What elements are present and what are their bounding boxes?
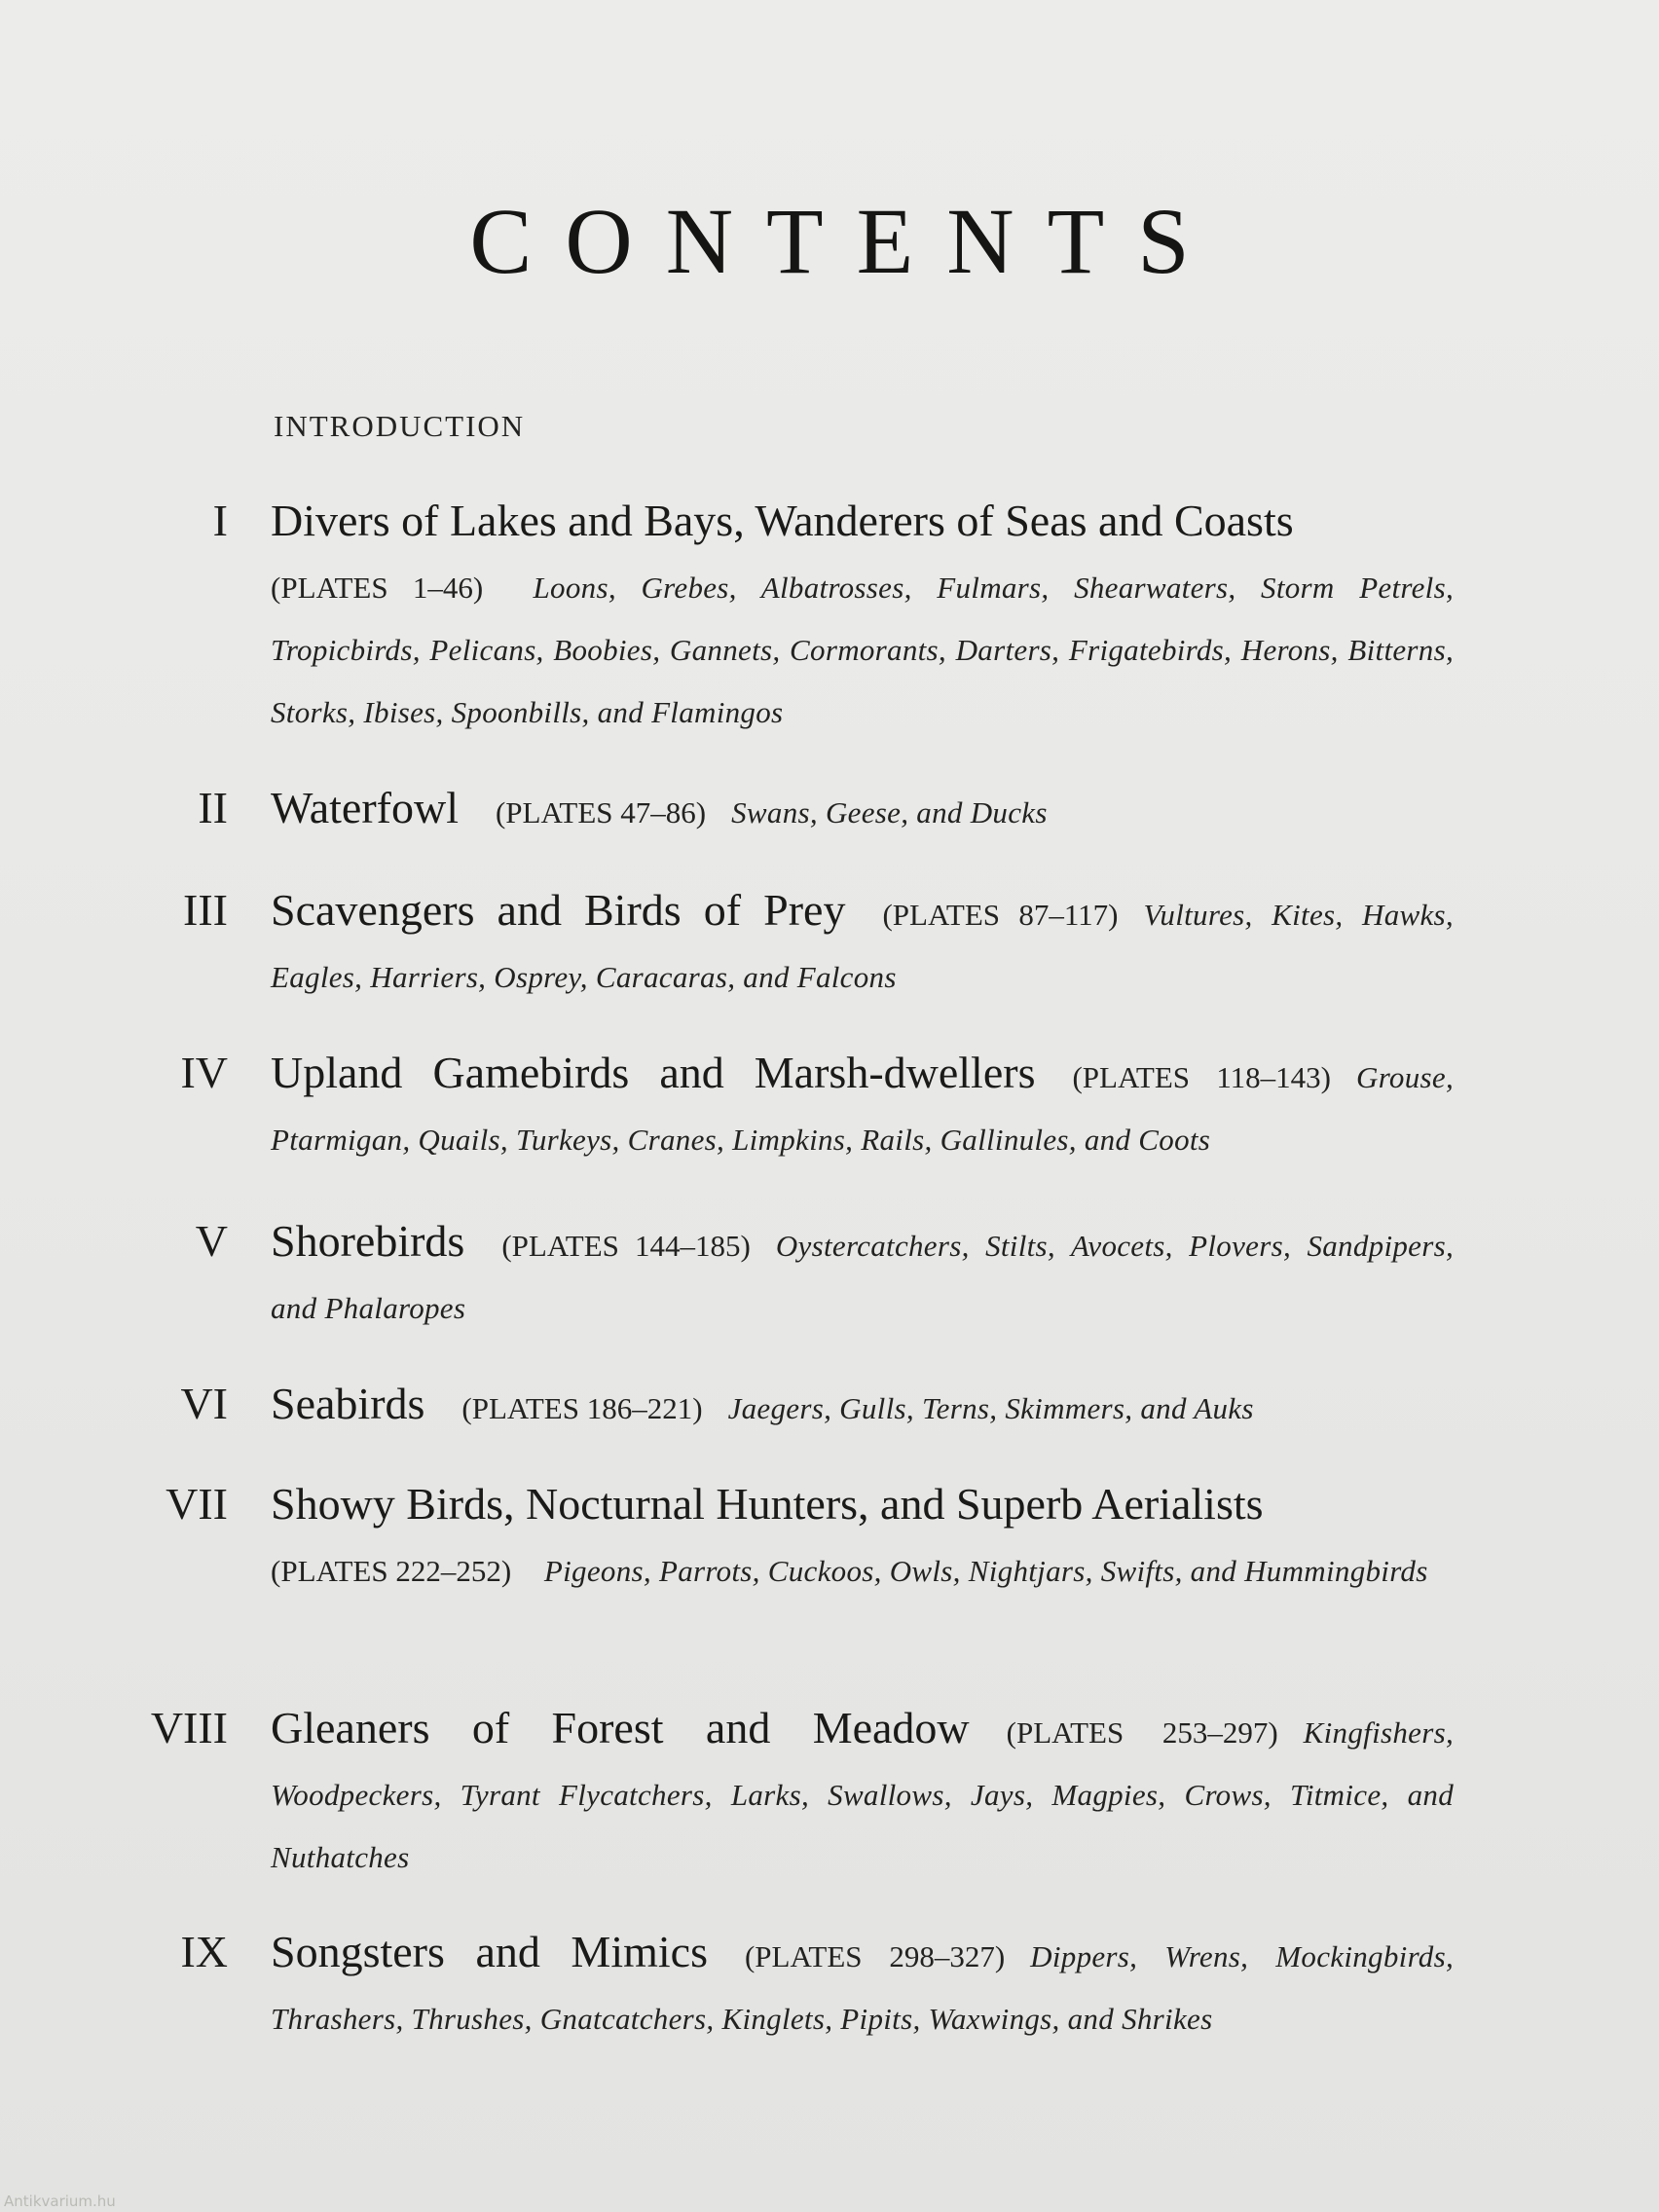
chapter-body xyxy=(271,492,1454,744)
chapter-heading: Songsters and Mimics xyxy=(271,1927,708,1976)
chapter-birds: Jaegers, Gulls, Terns, Skimmers, and Auks xyxy=(727,1391,1254,1425)
chapter-heading: Showy Birds, Nocturnal Hunters, and Superb Aerialists xyxy=(271,1479,1264,1529)
chapter-plates: (PLATES 118–143) xyxy=(1072,1060,1332,1094)
chapter-body xyxy=(271,1923,1454,2050)
chapter-plates: (PLATES 186–221) xyxy=(461,1391,703,1425)
chapter-body xyxy=(271,881,1454,1009)
chapter-numeral: II xyxy=(198,783,228,832)
chapter-numeral: VIII xyxy=(150,1703,228,1752)
page-title: CONTENTS xyxy=(469,189,1223,293)
chapter-birds: Pigeons, Parrots, Cuckoos, Owls, Nightjars, Swifts, and Hummingbirds xyxy=(543,1554,1428,1588)
chapter-numeral: VII xyxy=(166,1479,228,1529)
chapter-heading: Seabirds xyxy=(271,1379,425,1428)
chapter-body xyxy=(271,1475,1454,1603)
introduction-entry: INTRODUCTION xyxy=(274,409,526,443)
watermark: Antikvarium.hu xyxy=(4,2193,116,2210)
chapter-heading: Waterfowl xyxy=(271,783,459,832)
chapter-heading: Divers of Lakes and Bays, Wanderers of Seas and Coasts xyxy=(271,496,1294,545)
chapter-heading: Upland Gamebirds and Marsh-dwellers xyxy=(271,1048,1036,1097)
chapter-plates: (PLATES 298–327) xyxy=(744,1939,1006,1973)
chapter-plates: (PLATES 144–185) xyxy=(501,1229,751,1263)
chapter-plates: (PLATES 87–117) xyxy=(882,898,1119,932)
chapter-plates: (PLATES 47–86) xyxy=(495,795,707,830)
chapter-heading: Scavengers and Birds of Prey xyxy=(271,885,846,935)
chapter-birds: Dippers, Wrens, Mockingbirds, Thrashers, Thrushes, Gnatcatchers, Kinglets, Pipits, Waxwings, and Shrikes xyxy=(271,1939,1454,2036)
chapter-body xyxy=(271,1699,1454,1889)
chapter-heading: Gleaners of Forest and Meadow xyxy=(271,1703,970,1752)
chapter-numeral: IX xyxy=(180,1927,228,1976)
chapter-plates: (PLATES 253–297) xyxy=(1006,1715,1278,1750)
chapter-birds: Grouse, Ptarmigan, Quails, Turkeys, Cranes, Limpkins, Rails, Gallinules, and Coots xyxy=(271,1060,1454,1157)
chapter-heading: Shorebirds xyxy=(271,1216,465,1266)
chapter-birds: Vultures, Kites, Hawks, Eagles, Harriers, Osprey, Caracaras, and Falcons xyxy=(271,898,1454,994)
chapter-body xyxy=(271,1375,1454,1440)
chapter-plates: (PLATES 1–46) xyxy=(271,571,484,605)
chapter-numeral: V xyxy=(195,1216,228,1266)
chapter-body xyxy=(271,779,1454,844)
chapter-numeral: VI xyxy=(180,1379,228,1428)
chapter-birds: Loons, Grebes, Albatrosses, Fulmars, Shearwaters, Storm Petrels, Tropicbirds, Pelicans, Boobies, Gannets, Cormorants, Darters, Frigatebirds, Herons, Bitterns, Storks, Ibises, Spoonbills, and Flamingos xyxy=(271,571,1455,729)
chapter-birds: Kingfishers, Woodpeckers, Tyrant Flycatchers, Larks, Swallows, Jays, Magpies, Crows, Titmice, and Nuthatches xyxy=(271,1715,1454,1874)
chapter-birds: Oystercatchers, Stilts, Avocets, Plovers, Sandpipers, and Phalaropes xyxy=(271,1229,1454,1325)
chapter-body xyxy=(271,1044,1454,1171)
chapter-numeral: I xyxy=(212,496,228,545)
chapter-birds: Swans, Geese, and Ducks xyxy=(731,795,1048,830)
chapter-plates: (PLATES 222–252) xyxy=(271,1554,512,1588)
chapter-numeral: III xyxy=(183,885,228,935)
chapter-numeral: IV xyxy=(180,1048,228,1097)
chapter-body xyxy=(271,1212,1454,1340)
